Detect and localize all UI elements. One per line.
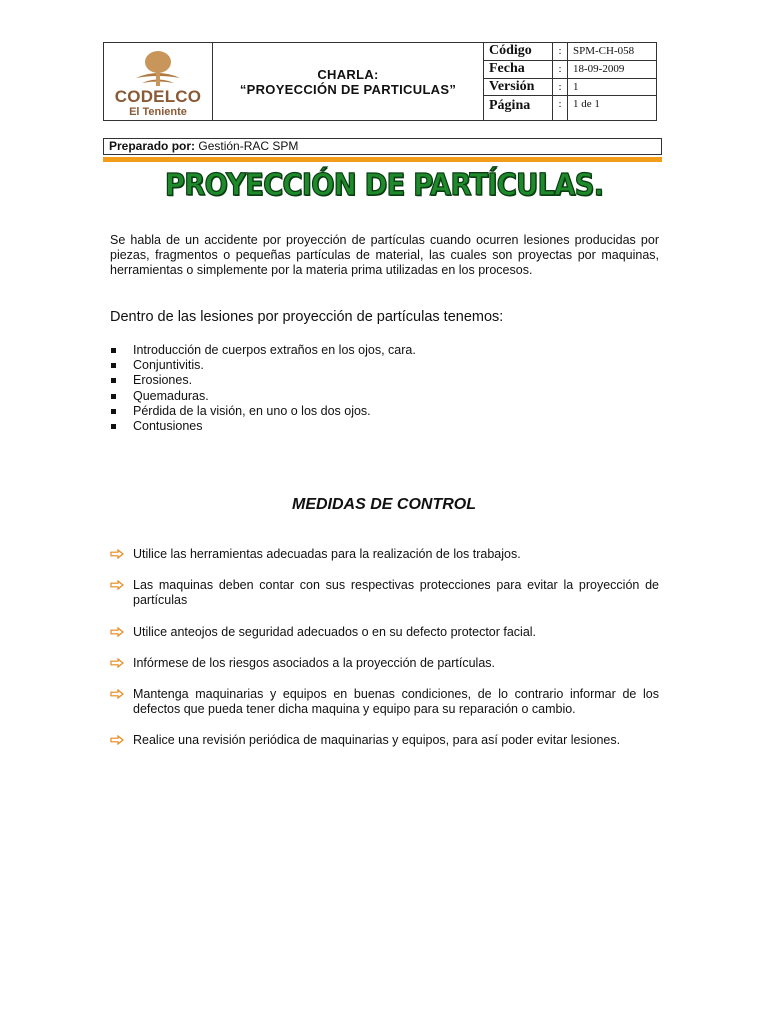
codelco-logo-icon xyxy=(130,48,186,88)
brand-division: El Teniente xyxy=(129,106,187,118)
meta-label: Página xyxy=(484,96,553,120)
list-item xyxy=(110,358,416,373)
brand-name: CODELCO xyxy=(114,87,202,106)
meta-row-date xyxy=(484,61,656,79)
meta-label: Fecha xyxy=(484,61,553,78)
list-item xyxy=(110,419,416,434)
bullet-icon xyxy=(111,378,116,383)
meta-colon: : xyxy=(553,61,568,78)
list-item-text: Infórmese de los riesgos asociados a la proyección de partículas. xyxy=(133,655,495,670)
meta-value: 1 de 1 xyxy=(573,98,600,111)
intro-paragraph: Se habla de un accidente por proyección de partículas cuando ocurren lesiones producidas por piezas, fragmentos o pequeñas partículas de material, las cuales son proyectas por maquinas, herramientas o simplemente por la materia prima utilizadas en los procesos. xyxy=(110,233,659,277)
list-item-text: Utilice las herramientas adecuadas para la realización de los trabajos. xyxy=(133,547,521,561)
talk-label: CHARLA: xyxy=(317,66,379,82)
list-item-text: Pérdida de la visión, en uno o los dos ojos. xyxy=(133,403,371,418)
document-meta xyxy=(484,43,656,120)
list-item xyxy=(110,404,416,419)
bullet-icon xyxy=(111,409,116,414)
meta-label: Versión xyxy=(484,79,553,96)
meta-label: Código xyxy=(484,43,553,60)
page-title: PROYECCIÓN DE PARTÍCULAS. xyxy=(164,168,604,203)
list-item xyxy=(110,656,659,671)
document-header xyxy=(103,42,657,121)
list-item xyxy=(110,578,659,608)
measures-heading: MEDIDAS DE CONTROL xyxy=(292,496,476,513)
arrow-right-icon xyxy=(110,689,124,699)
list-item xyxy=(110,687,659,717)
list-item xyxy=(110,733,659,748)
orange-divider xyxy=(103,157,662,162)
list-item xyxy=(110,373,416,388)
meta-row-page xyxy=(484,96,656,120)
prepared-by xyxy=(103,138,662,155)
list-item-text: Conjuntivitis. xyxy=(133,358,204,373)
prepared-by-label: Preparado por: xyxy=(109,139,196,153)
meta-value: 18-09-2009 xyxy=(573,63,625,76)
injuries-subheading: Dentro de las lesiones por proyección de partículas tenemos: xyxy=(110,309,504,325)
talk-title: “PROYECCIÓN DE PARTICULAS” xyxy=(239,81,457,97)
arrow-right-icon xyxy=(110,658,124,668)
meta-row-version xyxy=(484,79,656,97)
talk-title-cell xyxy=(213,43,484,120)
bullet-icon xyxy=(111,424,116,429)
prepared-by-value: Gestión-RAC SPM xyxy=(198,139,299,153)
control-measures-list xyxy=(110,547,659,765)
bullet-icon xyxy=(111,348,116,353)
list-item xyxy=(110,389,416,404)
list-item-text: Introducción de cuerpos extraños en los ojos, cara. xyxy=(133,343,416,357)
meta-value: SPM-CH-058 xyxy=(573,45,635,58)
list-item-text: Las maquinas deben contar con sus respectivas protecciones para evitar la proyección de partículas xyxy=(133,578,659,608)
arrow-right-icon xyxy=(110,580,124,590)
list-item xyxy=(110,547,659,562)
injuries-list xyxy=(110,343,416,434)
list-item-text: Erosiones. xyxy=(133,373,193,388)
bullet-icon xyxy=(111,394,116,399)
list-item-text: Mantenga maquinarias y equipos en buenas condiciones, de lo contrario informar de los defectos que pueda tener dicha maquina y equipo para su reparación o cambio. xyxy=(133,687,659,717)
arrow-right-icon xyxy=(110,735,124,745)
bullet-icon xyxy=(111,363,116,368)
arrow-right-icon xyxy=(110,549,124,559)
arrow-right-icon xyxy=(110,627,124,637)
logo-cell xyxy=(104,43,213,120)
meta-colon: : xyxy=(553,79,568,96)
list-item-text: Contusiones xyxy=(133,419,203,434)
list-item xyxy=(110,343,416,358)
list-item xyxy=(110,625,659,640)
list-item-text: Utilice anteojos de seguridad adecuados o en su defecto protector facial. xyxy=(133,624,537,639)
meta-colon: : xyxy=(553,96,568,120)
meta-colon: : xyxy=(553,43,568,60)
list-item-text: Quemaduras. xyxy=(133,388,209,403)
list-item-text: Realice una revisión periódica de maquinarias y equipos, para así poder evitar lesiones. xyxy=(133,733,621,748)
meta-row-code xyxy=(484,43,656,61)
meta-value: 1 xyxy=(573,81,579,94)
